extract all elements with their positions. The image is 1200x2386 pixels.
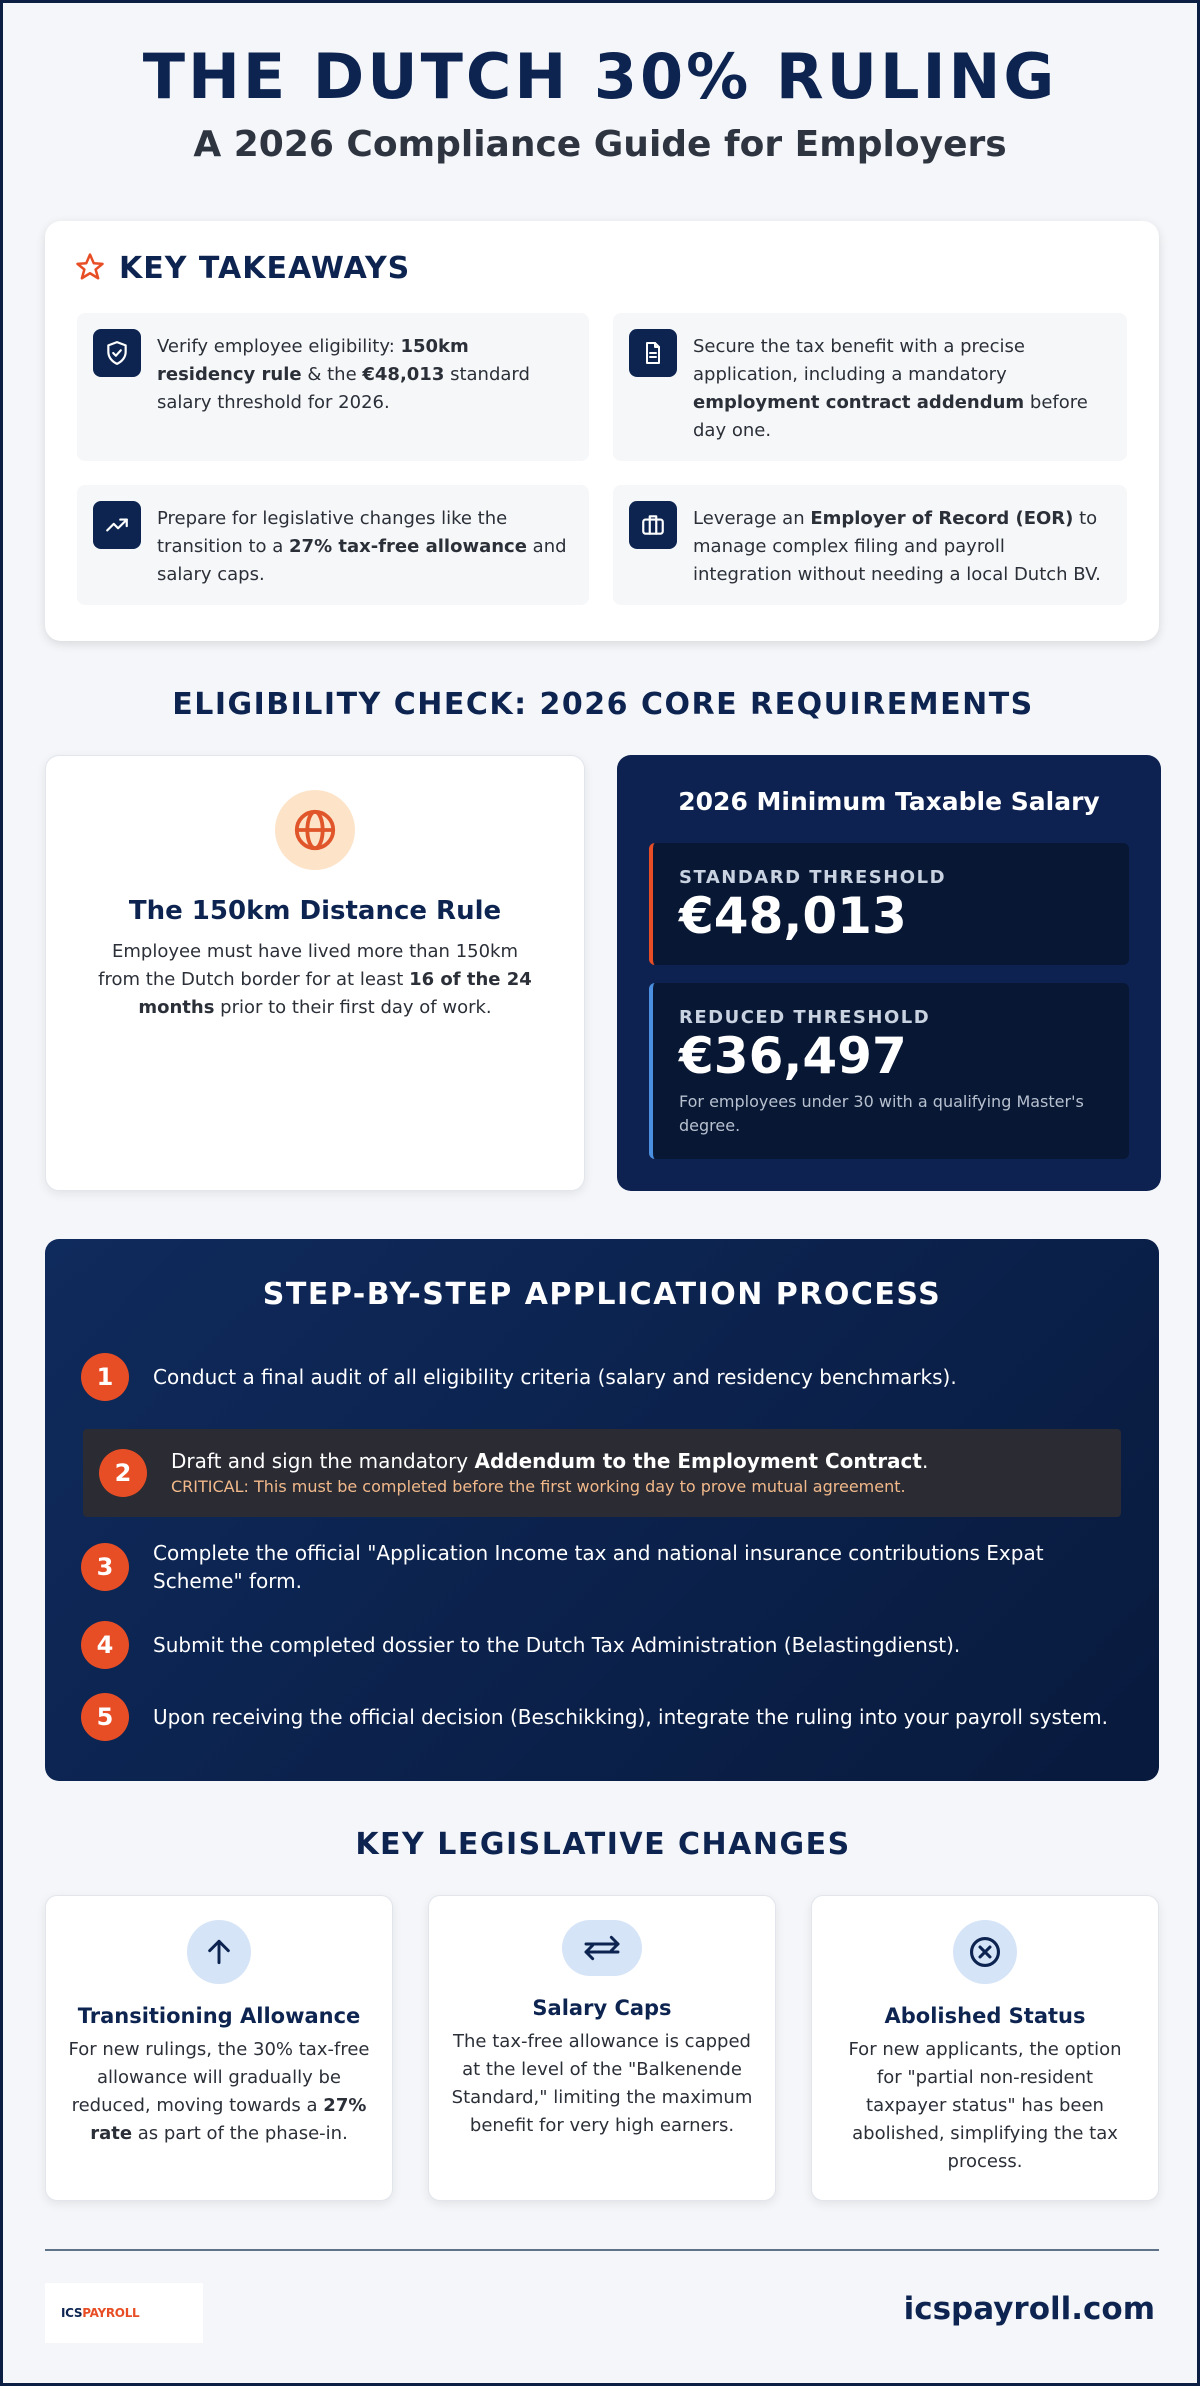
distance-rule-title: The 150km Distance Rule	[128, 896, 502, 926]
legislative-text: For new rulings, the 30% tax-free allowance will gradually be reduced, moving towards a	[68, 2039, 370, 2116]
legislative-bold: 27% rate	[90, 2095, 367, 2144]
distance-rule-card	[45, 755, 585, 1191]
takeaway-text: and salary caps.	[157, 536, 567, 585]
salary-threshold-title: 2026 Minimum Taxable Salary	[678, 787, 1100, 816]
reduced-threshold-box	[649, 983, 1129, 1159]
takeaway-bold: Employer of Record (EOR)	[810, 508, 1074, 529]
step-number: 1	[81, 1353, 129, 1401]
legislative-card-salary-caps	[428, 1895, 776, 2201]
standard-threshold-label: STANDARD THRESHOLD	[679, 867, 947, 888]
takeaway-card-application	[613, 313, 1127, 461]
reduced-threshold-note: For employees under 30 with a qualifying Master's degree.	[679, 1092, 1084, 1135]
step-number: 2	[99, 1449, 147, 1497]
step-text-part: .	[921, 1449, 929, 1473]
distance-rule-text	[46, 926, 584, 1022]
logo-text-payroll: PAYROLL	[82, 2306, 140, 2320]
takeaway-text: Leverage an	[693, 508, 811, 529]
takeaway-text: standard salary threshold for 2026.	[157, 364, 530, 413]
step-body	[171, 1447, 928, 1499]
takeaway-text: before day one.	[693, 392, 1088, 441]
takeaway-bold: employment contract addendum	[693, 392, 1025, 413]
application-process-title: STEP-BY-STEP APPLICATION PROCESS	[262, 1277, 942, 1312]
page-subtitle: A 2026 Compliance Guide for Employers	[193, 124, 1007, 165]
step-text-bold: Addendum to the Employment Contract	[474, 1449, 922, 1473]
company-logo	[45, 2283, 203, 2343]
arrow-up-icon	[187, 1920, 251, 1984]
takeaway-card-legislation	[77, 485, 589, 605]
critical-note: CRITICAL: This must be completed before the first working day to prove mutual agreement.	[171, 1477, 906, 1496]
website-link[interactable]: icspayroll.com	[903, 2291, 1155, 2327]
step-text: Submit the completed dossier to the Dutch Tax Administration (Belastingdienst).	[153, 1633, 961, 1657]
legislative-card-text	[46, 2028, 392, 2148]
key-takeaways-heading	[75, 251, 410, 286]
step-number: 5	[81, 1693, 129, 1741]
step-item	[81, 1693, 1121, 1741]
legislative-card-abolished	[811, 1895, 1159, 2201]
takeaway-bold: 150km residency rule	[157, 336, 469, 385]
logo-text-ics: ICS	[61, 2306, 83, 2320]
legislative-heading: KEY LEGISLATIVE CHANGES	[355, 1827, 851, 1862]
legislative-card-title: Salary Caps	[532, 1996, 672, 2020]
header	[3, 3, 1197, 167]
legislative-card-text: The tax-free allowance is capped at the level of the "Balkenende Standard," limiting the maximum benefit for very high earners.	[451, 2031, 753, 2136]
reduced-threshold-value: €36,497	[679, 1027, 907, 1085]
legislative-text: as part of the phase-in.	[132, 2123, 348, 2144]
distance-text: Employee must have lived more than 150km from the Dutch border for at least	[98, 941, 519, 990]
legislative-card-text: For new applicants, the option for "partial non-resident taxpayer status" has been abolished, simplifying the tax process.	[848, 2039, 1122, 2172]
step-text: Complete the official "Application Income tax and national insurance contributions Expat Scheme" form.	[153, 1541, 1044, 1593]
standard-threshold-value: €48,013	[679, 887, 907, 945]
footer-divider	[45, 2249, 1159, 2251]
step-number: 3	[81, 1543, 129, 1591]
step-text: Upon receiving the official decision (Beschikking), integrate the ruling into your payroll system.	[153, 1705, 1108, 1729]
star-icon	[75, 252, 105, 286]
document-icon	[629, 329, 677, 377]
step-item-critical	[83, 1429, 1121, 1517]
x-circle-icon	[953, 1920, 1017, 1984]
takeaway-text: & the	[301, 364, 363, 385]
shield-check-icon	[93, 329, 141, 377]
step-text-part: Draft and sign the mandatory	[171, 1449, 475, 1473]
step-text: Conduct a final audit of all eligibility criteria (salary and residency benchmarks).	[153, 1365, 957, 1389]
step-text	[171, 1447, 928, 1475]
eligibility-heading: ELIGIBILITY CHECK: 2026 CORE REQUIREMENTS	[172, 687, 1034, 722]
arrows-left-right-icon	[562, 1920, 642, 1976]
globe-icon	[275, 790, 355, 870]
takeaway-bold: 27% tax-free allowance	[289, 536, 527, 557]
briefcase-icon	[629, 501, 677, 549]
takeaway-text: Prepare for legislative changes like the transition to a	[157, 508, 508, 557]
legislative-card-title: Abolished Status	[884, 2004, 1086, 2028]
step-number: 4	[81, 1621, 129, 1669]
step-item	[81, 1621, 1121, 1669]
step-item	[81, 1353, 1121, 1401]
step-item	[81, 1539, 1121, 1595]
key-takeaways-panel	[45, 221, 1159, 641]
trending-up-icon	[93, 501, 141, 549]
application-process-panel	[45, 1239, 1159, 1781]
legislative-card-title: Transitioning Allowance	[77, 2004, 361, 2028]
takeaway-text: Secure the tax benefit with a precise application, including a mandatory	[693, 336, 1025, 385]
key-takeaways-title: KEY TAKEAWAYS	[119, 251, 411, 286]
takeaway-text: to manage complex filing and payroll integration without needing a local Dutch BV.	[693, 508, 1101, 585]
reduced-threshold-label: REDUCED THRESHOLD	[679, 1007, 931, 1028]
legislative-card-allowance	[45, 1895, 393, 2201]
takeaway-card-eligibility	[77, 313, 589, 461]
distance-text: prior to their first day of work.	[214, 997, 492, 1018]
distance-bold: 16 of the 24 months	[138, 969, 532, 1018]
salary-threshold-card	[617, 755, 1161, 1191]
takeaway-card-eor	[613, 485, 1127, 605]
takeaway-text: Verify employee eligibility:	[157, 336, 401, 357]
takeaway-bold: €48,013	[362, 364, 445, 385]
page-title: THE DUTCH 30% RULING	[142, 40, 1058, 113]
standard-threshold-box	[649, 843, 1129, 965]
